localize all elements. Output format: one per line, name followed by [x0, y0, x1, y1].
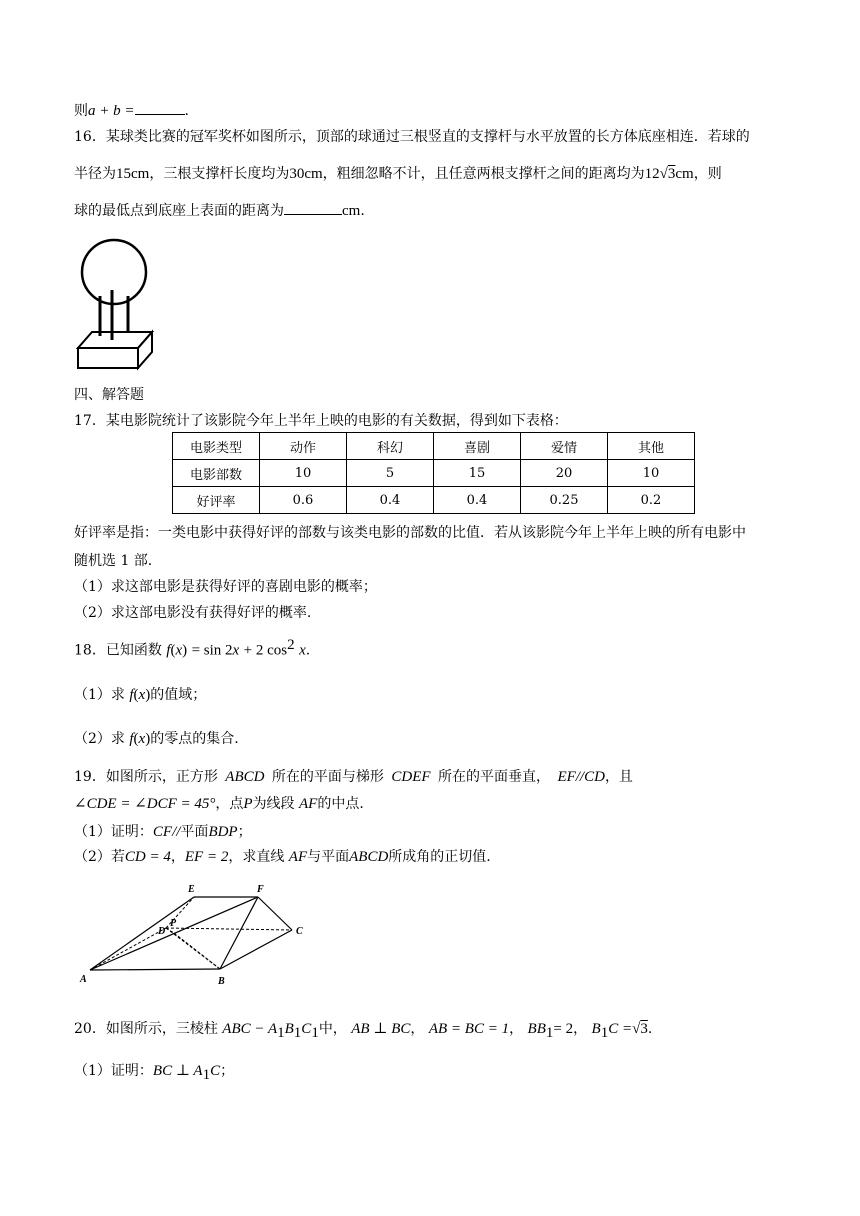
math-label: B [591, 1021, 601, 1037]
q18-line1: 18．已知函数 f(x) = sin 2x + 2 $\cos^2 x$. [74, 637, 311, 659]
text: 20．如图所示，三棱柱 [74, 1021, 218, 1037]
math-expression: C = [608, 1021, 633, 1037]
text: ，三根支撑杆长度均为 [149, 166, 290, 182]
q20-part1 [74, 1060, 234, 1084]
math-label: ABCD [349, 849, 389, 865]
q17-note2 [74, 550, 152, 570]
text: 18．已知函数 [74, 642, 162, 659]
table-cell: 0.4 [347, 487, 434, 514]
trophy-figure [70, 228, 160, 374]
math-f: f [166, 642, 171, 659]
text: ； [220, 1063, 235, 1079]
sub-question: （2）求这部电影没有获得好评的概率. [74, 605, 312, 621]
math-x: x [138, 687, 146, 703]
text: 平面 [180, 824, 209, 840]
unit: cm [675, 166, 694, 182]
q19-part2 [74, 846, 491, 866]
text: . [184, 103, 189, 119]
answer-blank [284, 213, 342, 215]
q18-part1: （1）求 f(x)的值域； [74, 687, 207, 703]
math-expression: AB = BC = 1 [428, 1021, 510, 1037]
text: （1）证明： [74, 1063, 153, 1079]
table-cell: 动作 [260, 433, 347, 460]
math-x: x [138, 731, 146, 747]
sqrt-expression: √3 [659, 166, 676, 182]
text: ，粗细忽略不计，且任意两根支撑杆之间的距离均为 [322, 166, 645, 182]
subscript: 1 [293, 1024, 302, 1041]
table-cell: 爱情 [521, 433, 608, 460]
text: 为线段 [252, 796, 295, 812]
label-D: D [158, 926, 166, 937]
text: ，求直线 [228, 849, 285, 865]
table-row [173, 460, 695, 487]
label-E: E [188, 884, 195, 895]
q19-line1 [74, 766, 633, 786]
label-F: F [257, 884, 264, 895]
table-cell: 0.25 [521, 487, 608, 514]
text: ， [170, 849, 185, 865]
table-cell: 电影类型 [173, 433, 260, 460]
label-C: C [296, 926, 303, 937]
math-expression: CD = 4 [124, 849, 171, 865]
math-label: AF [299, 796, 318, 812]
table-cell: 0.4 [434, 487, 521, 514]
text: 所成角的正切值. [388, 849, 491, 865]
subscript: 1 [600, 1024, 609, 1041]
math-x: x [175, 642, 183, 659]
q17-part2 [74, 602, 311, 622]
q17-part1 [74, 576, 377, 596]
math-label: AF [288, 849, 308, 865]
section-heading [74, 384, 144, 404]
math-label: P [243, 796, 253, 812]
text: ； [237, 824, 252, 840]
q20-line1: 20．如图所示，三棱柱 ABC − $A_1B_1C_1$中， AB ⊥ BC， AB = BC = 1， $BB_1= 2$， $B_1C =√3$. [74, 1021, 653, 1041]
answer-line-ab [74, 100, 189, 120]
q16-line2 [74, 163, 722, 183]
math-expression: AB ⊥ BC [351, 1021, 411, 1037]
math-expression: EF = 2 [184, 849, 229, 865]
sqrt-expression: √3 [632, 1021, 648, 1037]
math-expression: EF//CD [557, 769, 605, 785]
text: 的零点的集合. [150, 731, 239, 747]
math-expression: = 2 [553, 1021, 574, 1037]
text: 半径为 [74, 166, 116, 182]
text: 与平面 [307, 849, 350, 865]
text: . [360, 203, 365, 219]
math-expression: CF// [152, 824, 181, 840]
table-cell: 其他 [608, 433, 695, 460]
q19-line2 [74, 793, 364, 813]
table-cell: 0.6 [260, 487, 347, 514]
text: ，则 [693, 166, 722, 182]
label-P: P [170, 918, 177, 929]
label-A: A [80, 974, 87, 985]
text: 19．如图所示，正方形 [74, 769, 218, 785]
table-cell: 10 [608, 460, 695, 487]
math-label: C [301, 1021, 312, 1037]
question-text: 16．某球类比赛的冠军奖杯如图所示，顶部的球通过三根竖直的支撑杆与水平放置的长方体底座相连．若球的 [74, 129, 750, 145]
section-title: 四、解答题 [74, 387, 144, 403]
text: 所在的平面垂直， [437, 769, 550, 785]
text: 则 [74, 103, 88, 119]
table-cell: 20 [521, 460, 608, 487]
q17-note1 [74, 522, 746, 542]
table-row [173, 433, 695, 460]
geometry-figure-q19 [74, 880, 324, 990]
subscript: 1 [202, 1066, 211, 1083]
table-cell: 15 [434, 460, 521, 487]
math-label: ABCD [225, 769, 265, 785]
sqrt-radicand: 3 [640, 1021, 648, 1037]
math-x: x [232, 642, 240, 659]
value: 12 [644, 166, 660, 182]
math-expression: + 2 cos [243, 642, 288, 659]
math-label: CDEF [391, 769, 431, 785]
movie-stats-table [172, 432, 695, 514]
subscript: 1 [277, 1024, 285, 1041]
answer-blank [135, 113, 185, 115]
question-text: 17．某电影院统计了该影院今年上半年上映的电影的有关数据，得到如下表格： [74, 413, 568, 429]
q16-line3 [74, 200, 365, 220]
math-expression: = sin 2 [191, 642, 233, 659]
text: （2）求 [74, 731, 125, 747]
text: 所在的平面与梯形 [271, 769, 384, 785]
label-B: B [218, 976, 225, 987]
text: 的中点. [317, 796, 364, 812]
sqrt-radicand: 3 [667, 166, 676, 182]
table-cell: 5 [347, 460, 434, 487]
table-cell: 喜剧 [434, 433, 521, 460]
text: 球的最低点到底座上表面的距离为 [74, 203, 284, 219]
math-expression: BC ⊥ A [152, 1063, 203, 1079]
table-cell: 好评率 [173, 487, 260, 514]
math-expression: ∠CDE = ∠DCF = 45° [74, 796, 216, 812]
text: （1）求 [74, 687, 125, 703]
q18-part2: （2）求 f(x)的零点的集合. [74, 731, 239, 747]
math-label: BDP [208, 824, 238, 840]
value: 15cm [116, 166, 150, 182]
text: ，点 [215, 796, 244, 812]
math-expression: a + b = [88, 103, 135, 119]
math-label: C [210, 1063, 221, 1079]
text: ，且 [604, 769, 633, 785]
text: 的值域； [150, 687, 207, 703]
text: . [305, 642, 311, 659]
table-cell: 10 [260, 460, 347, 487]
table-row [173, 487, 695, 514]
subscript: 1 [311, 1024, 319, 1041]
q17-intro [74, 410, 568, 430]
sub-question: （1）求这部电影是获得好评的喜剧电影的概率； [74, 579, 377, 595]
math-label: B [284, 1021, 294, 1037]
table-cell: 科幻 [347, 433, 434, 460]
table-cell: 0.2 [608, 487, 695, 514]
math-f: f [129, 687, 134, 703]
text: 中， [318, 1021, 347, 1037]
table-cell: 电影部数 [173, 460, 260, 487]
text: （2）若 [74, 849, 125, 865]
text: （1）证明： [74, 824, 153, 840]
math-expression: ABC − A [222, 1021, 278, 1037]
math-f: f [129, 731, 134, 747]
question-text: 随机选 1 部. [74, 553, 153, 569]
value: 30cm [289, 166, 323, 182]
unit: cm [342, 203, 361, 219]
math-x: x [299, 642, 306, 659]
question-text: 好评率是指：一类电影中获得好评的部数与该类电影的部数的比值．若从该影院今年上半年上映的所有电影中 [74, 525, 746, 541]
exponent: 2 [287, 637, 295, 653]
math-label: BB [527, 1021, 546, 1037]
q16-line1 [74, 126, 750, 146]
q19-part1 [74, 821, 252, 841]
subscript: 1 [545, 1024, 554, 1041]
